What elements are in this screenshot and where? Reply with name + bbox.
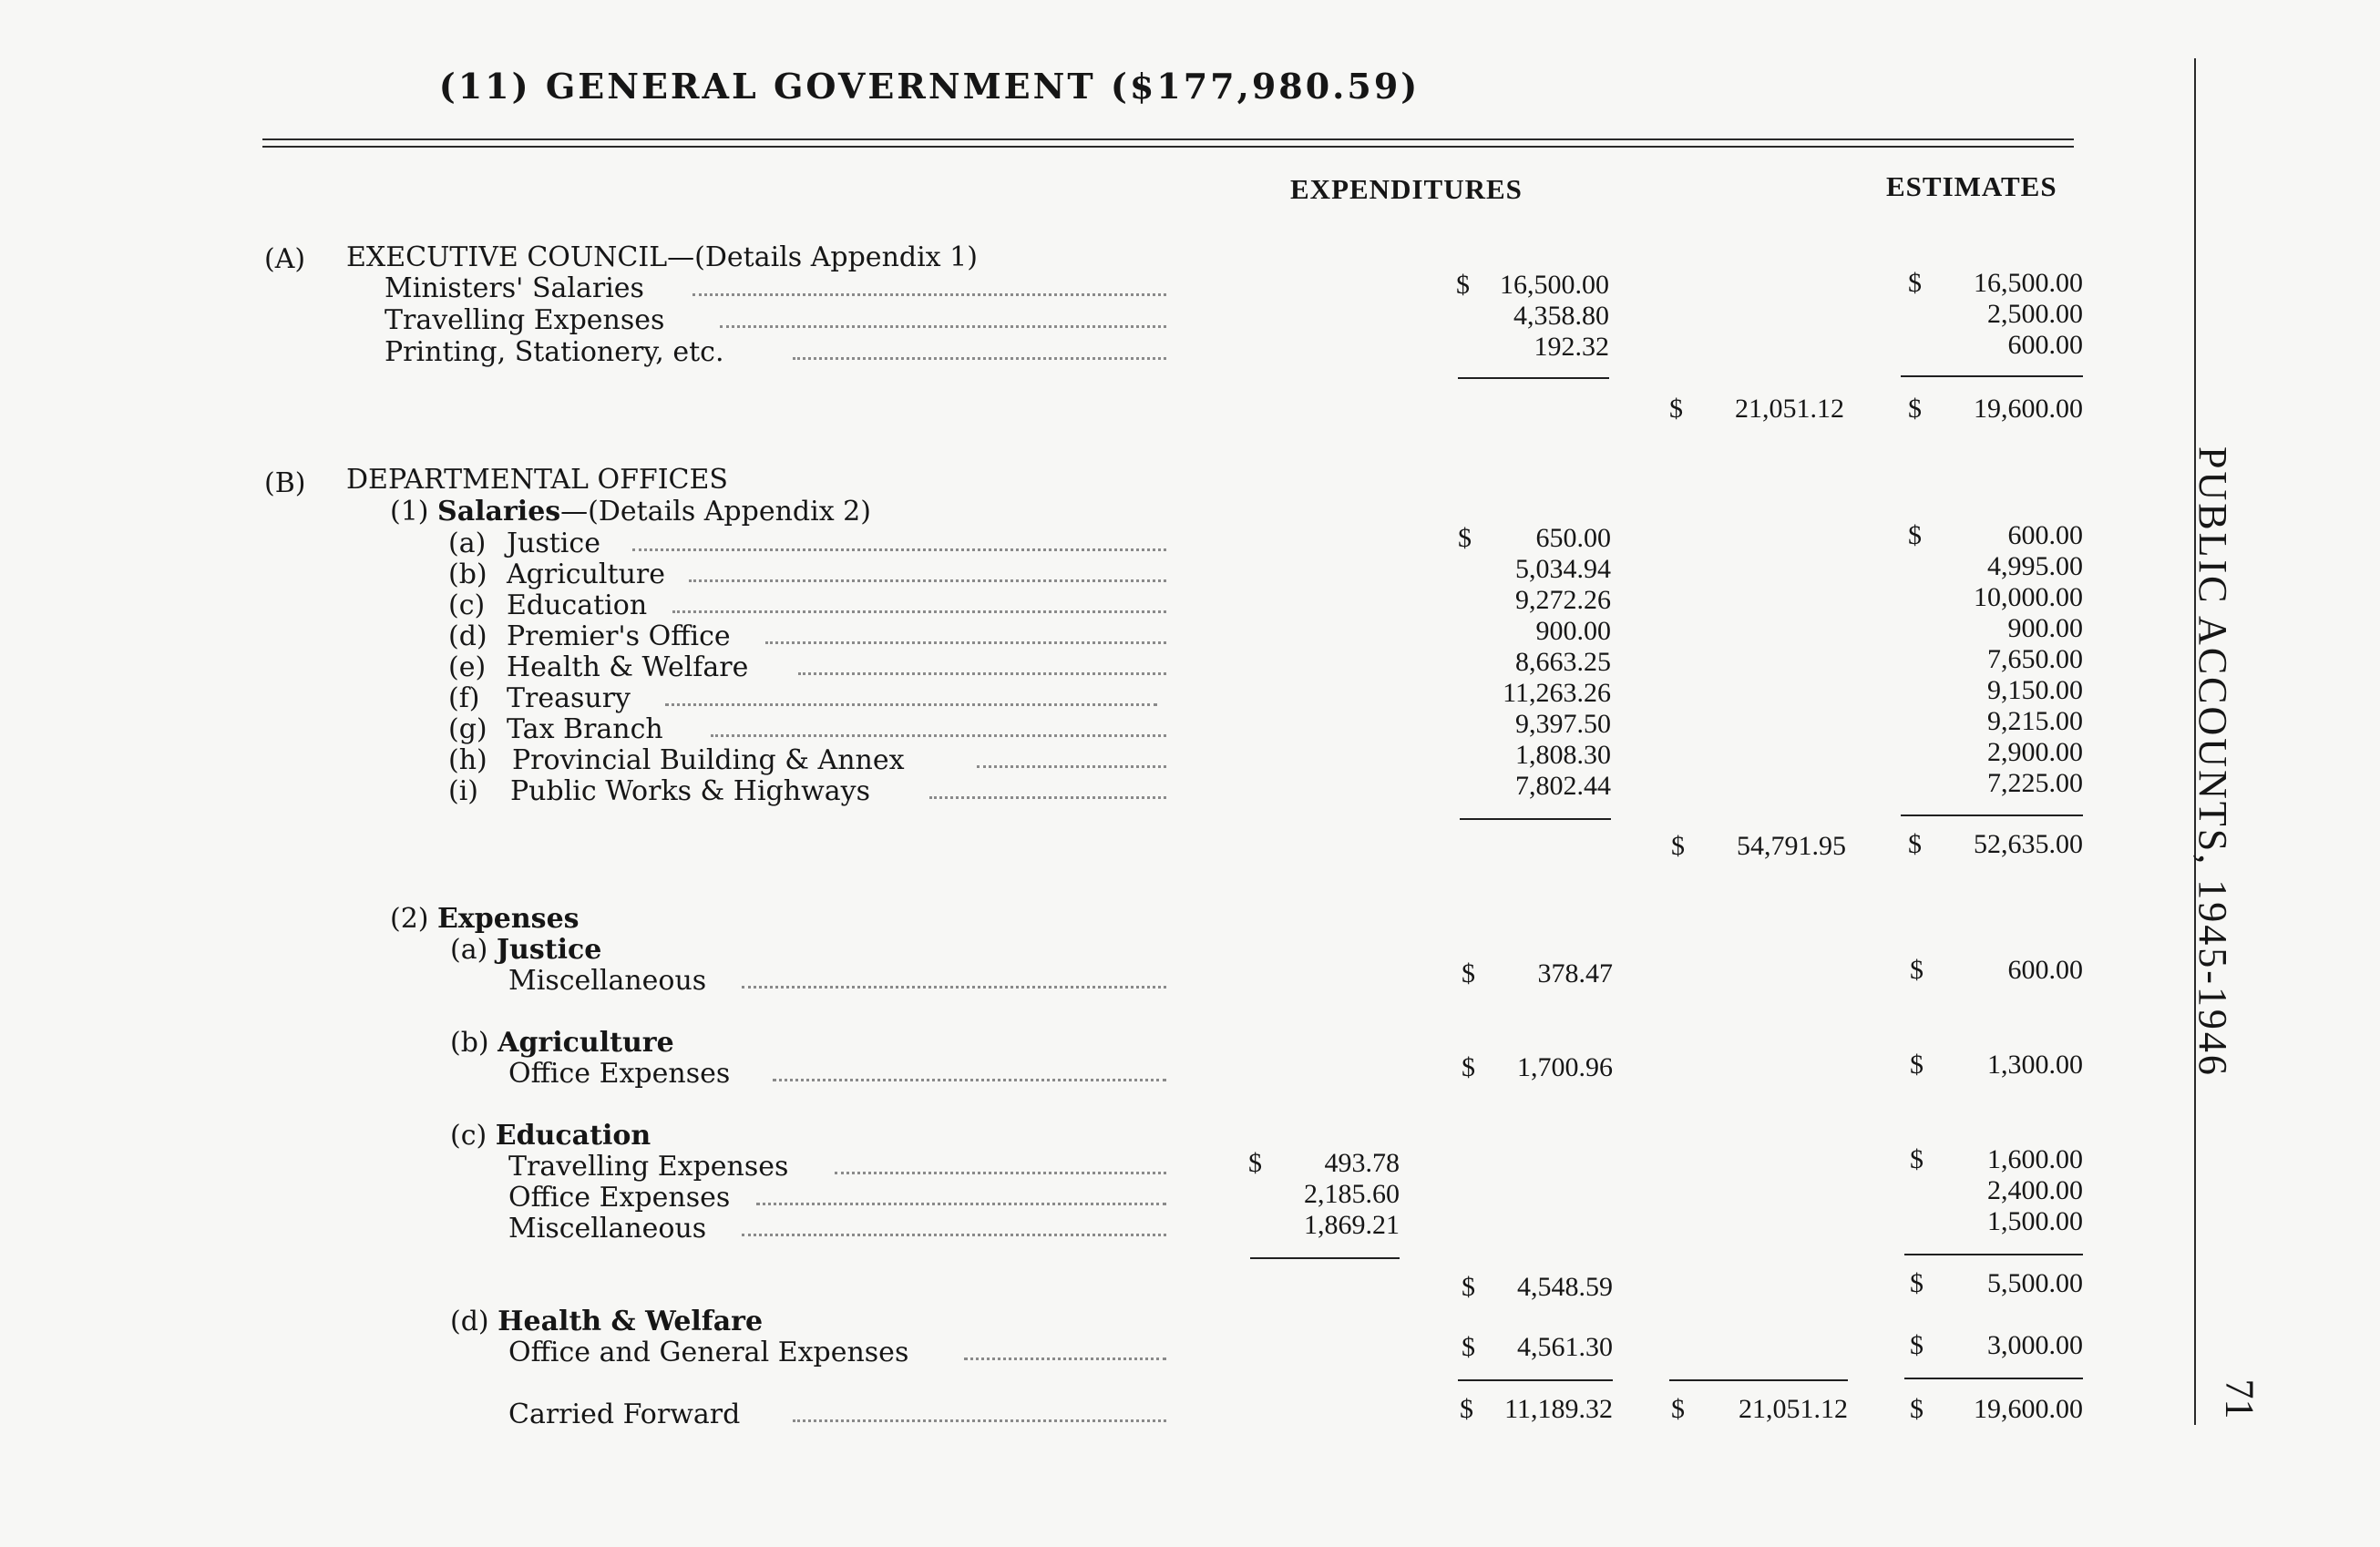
line-label: Miscellaneous <box>508 1213 707 1245</box>
estimates-header: ESTIMATES <box>1886 170 2057 202</box>
dot-leader <box>929 796 1166 799</box>
item-heading: Agriculture <box>498 1027 674 1059</box>
item-letter: (c) <box>450 1120 487 1152</box>
line-label: Miscellaneous <box>508 965 707 997</box>
expenditure-value: 7,802.44 <box>1515 771 1611 801</box>
subtotal-rule <box>1458 1379 1613 1381</box>
expenditure-value: 9,272.26 <box>1515 585 1611 615</box>
expenditure-value: 650.00 <box>1535 523 1611 553</box>
item-letter: (a) <box>450 934 488 966</box>
section-a-total-expenditure: 21,051.12 <box>1735 394 1844 424</box>
expenditure-value: 900.00 <box>1535 616 1611 646</box>
dot-leader <box>793 1419 1166 1422</box>
dollar-sign: $ <box>1456 270 1470 300</box>
expenditure-value: 4,358.80 <box>1513 301 1609 331</box>
justice-heading <box>450 935 601 966</box>
inner-expenditure-value: 493.78 <box>1324 1148 1400 1178</box>
line-label: Justice <box>507 528 600 559</box>
dollar-sign: $ <box>1671 831 1685 861</box>
estimate-value: 600.00 <box>2007 955 2083 985</box>
dollar-sign: $ <box>1462 1332 1475 1362</box>
education-total-expenditure: 4,548.59 <box>1517 1272 1613 1302</box>
education-total-estimate: 5,500.00 <box>1987 1268 2083 1298</box>
title-rule-top <box>262 138 2074 140</box>
estimate-value: 1,300.00 <box>1987 1050 2083 1080</box>
estimate-value: 1,500.00 <box>1987 1206 2083 1236</box>
dollar-sign: $ <box>1671 1394 1685 1424</box>
carried-forward-expenditure: 11,189.32 <box>1504 1394 1613 1424</box>
estimate-value: 2,400.00 <box>1987 1175 2083 1205</box>
dot-leader <box>742 986 1166 989</box>
dollar-sign: $ <box>1908 268 1922 298</box>
page-number: 71 <box>2217 1378 2262 1419</box>
dot-leader <box>765 641 1166 644</box>
salaries-heading <box>390 497 871 528</box>
expenditure-value: 5,034.94 <box>1515 554 1611 584</box>
carried-forward-label: Carried Forward <box>508 1398 741 1430</box>
subtotal-rule <box>1904 1378 2083 1379</box>
estimate-value: 900.00 <box>2007 613 2083 643</box>
dollar-sign: $ <box>1910 1050 1923 1080</box>
item-letter: (c) <box>448 589 486 621</box>
estimate-value: 600.00 <box>2007 330 2083 360</box>
item-letter: (b) <box>450 1027 489 1059</box>
subtotal-rule <box>1460 818 1611 820</box>
item-letter: (b) <box>448 558 487 590</box>
agriculture-heading <box>450 1028 674 1059</box>
dot-leader <box>692 293 1166 296</box>
estimate-value: 16,500.00 <box>1974 268 2083 298</box>
expenditures-header: EXPENDITURES <box>1290 173 1523 205</box>
line-label: Tax Branch <box>507 713 663 745</box>
item-letter: (e) <box>448 651 487 683</box>
dollar-sign: $ <box>1248 1148 1262 1178</box>
expenditure-value: 8,663.25 <box>1515 647 1611 677</box>
estimate-value: 7,225.00 <box>1987 768 2083 798</box>
dot-leader <box>773 1079 1166 1081</box>
item-heading: Justice <box>496 934 602 966</box>
dollar-sign: $ <box>1458 523 1472 553</box>
item-letter: (i) <box>448 775 479 807</box>
estimate-value: 600.00 <box>2007 520 2083 550</box>
line-label: Premier's Office <box>507 620 731 652</box>
dollar-sign: $ <box>1462 958 1475 989</box>
item-letter: (g) <box>448 713 487 745</box>
dot-leader <box>711 734 1166 737</box>
page-title: (11) GENERAL GOVERNMENT ($177,980.59) <box>438 66 1421 107</box>
subtotal-rule <box>1901 375 2083 377</box>
estimate-value: 10,000.00 <box>1974 582 2083 612</box>
dollar-sign: $ <box>1910 1268 1923 1298</box>
carried-forward-estimate: 19,600.00 <box>1974 1394 2083 1424</box>
dot-leader <box>689 579 1166 582</box>
estimate-value: 1,600.00 <box>1987 1144 2083 1174</box>
line-label: Provincial Building & Annex <box>512 744 905 776</box>
dot-leader <box>672 610 1166 613</box>
dot-leader <box>665 703 1157 706</box>
dot-leader <box>742 1234 1166 1236</box>
expenditure-value: 1,700.96 <box>1517 1052 1613 1082</box>
item-letter: (h) <box>448 744 487 776</box>
dot-leader <box>720 325 1166 328</box>
carried-forward-expenditure-total: 21,051.12 <box>1739 1394 1848 1424</box>
dollar-sign: $ <box>1462 1272 1475 1302</box>
estimate-value: 2,500.00 <box>1987 299 2083 329</box>
subtotal-rule <box>1458 377 1609 379</box>
section-b-letter: (B) <box>264 467 306 499</box>
expenses-number: (2) <box>390 903 429 935</box>
line-label: Treasury <box>507 682 631 714</box>
health-heading <box>450 1306 763 1337</box>
line-label: Office Expenses <box>508 1058 731 1090</box>
expenditure-value: 16,500.00 <box>1500 270 1609 300</box>
item-letter: (d) <box>450 1306 489 1337</box>
inner-expenditure-value: 2,185.60 <box>1304 1179 1400 1209</box>
subtotal-rule <box>1250 1257 1400 1259</box>
salaries-total-expenditure: 54,791.95 <box>1737 831 1846 861</box>
dot-leader <box>977 765 1166 768</box>
dot-leader <box>798 672 1166 675</box>
line-label: Education <box>507 589 648 621</box>
salaries-detail: —(Details Appendix 2) <box>560 496 871 528</box>
estimate-value: 9,215.00 <box>1987 706 2083 736</box>
item-heading: Education <box>495 1120 651 1152</box>
line-label: Agriculture <box>507 558 665 590</box>
expenditure-value: 378.47 <box>1537 958 1613 989</box>
line-label: Printing, Stationery, etc. <box>385 336 724 368</box>
subtotal-rule <box>1669 1379 1848 1381</box>
line-label: Health & Welfare <box>507 651 749 683</box>
dot-leader <box>793 357 1166 360</box>
dollar-sign: $ <box>1669 394 1683 424</box>
dot-leader <box>835 1172 1166 1174</box>
dollar-sign: $ <box>1910 1330 1923 1360</box>
running-header: PUBLIC ACCOUNTS, 1945-1946 <box>2190 446 2235 1078</box>
section-a-letter: (A) <box>264 243 306 275</box>
line-label: Office Expenses <box>508 1182 731 1214</box>
item-heading: Health & Welfare <box>498 1306 764 1337</box>
dot-leader <box>632 548 1166 551</box>
item-letter: (f) <box>448 682 480 714</box>
expenses-heading <box>390 904 580 935</box>
item-letter: (a) <box>448 528 487 559</box>
dollar-sign: $ <box>1908 394 1922 424</box>
line-label: Office and General Expenses <box>508 1337 909 1368</box>
dollar-sign: $ <box>1908 520 1922 550</box>
line-label: Public Works & Highways <box>510 775 870 807</box>
section-a-heading: EXECUTIVE COUNCIL—(Details Appendix 1) <box>346 241 978 273</box>
section-b-heading: DEPARTMENTAL OFFICES <box>346 464 728 496</box>
expenses-label: Expenses <box>437 903 580 935</box>
subtotal-rule <box>1904 1254 2083 1255</box>
section-a-total-estimate: 19,600.00 <box>1974 394 2083 424</box>
dollar-sign: $ <box>1910 955 1923 985</box>
dot-leader <box>964 1357 1166 1360</box>
salaries-label: Salaries <box>437 496 561 528</box>
estimate-value: 3,000.00 <box>1987 1330 2083 1360</box>
estimate-value: 7,650.00 <box>1987 644 2083 674</box>
salaries-number: (1) <box>390 496 429 528</box>
estimate-value: 2,900.00 <box>1987 737 2083 767</box>
estimate-value: 9,150.00 <box>1987 675 2083 705</box>
line-label: Travelling Expenses <box>508 1151 789 1183</box>
dollar-sign: $ <box>1908 829 1922 859</box>
salaries-total-estimate: 52,635.00 <box>1974 829 2083 859</box>
line-label: Ministers' Salaries <box>385 272 644 304</box>
expenditure-value: 9,397.50 <box>1515 709 1611 739</box>
dollar-sign: $ <box>1462 1052 1475 1082</box>
item-letter: (d) <box>448 620 487 652</box>
dollar-sign: $ <box>1910 1394 1923 1424</box>
dollar-sign: $ <box>1460 1394 1473 1424</box>
expenditure-value: 1,808.30 <box>1515 740 1611 770</box>
subtotal-rule <box>1901 814 2083 816</box>
education-heading <box>450 1121 651 1152</box>
expenditure-value: 11,263.26 <box>1503 678 1611 708</box>
title-rule-bottom <box>262 146 2074 148</box>
expenditure-value: 4,561.30 <box>1517 1332 1613 1362</box>
line-label: Travelling Expenses <box>385 304 665 336</box>
expenditure-value: 192.32 <box>1534 332 1609 362</box>
estimate-value: 4,995.00 <box>1987 551 2083 581</box>
inner-expenditure-value: 1,869.21 <box>1304 1210 1400 1240</box>
dollar-sign: $ <box>1910 1144 1923 1174</box>
dot-leader <box>756 1203 1166 1205</box>
